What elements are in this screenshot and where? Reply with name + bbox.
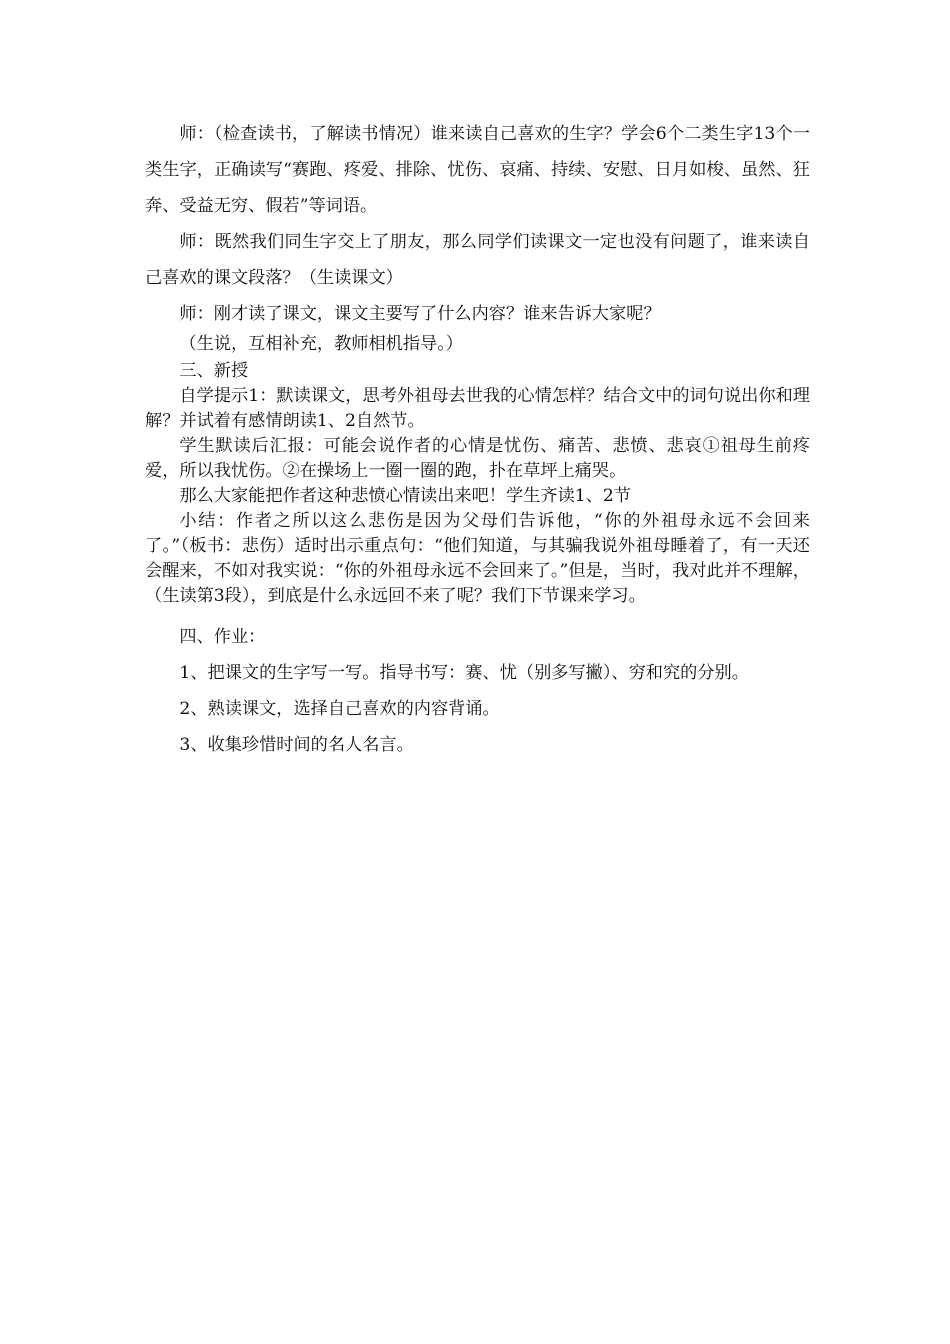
paragraph-student-report: 学生默读后汇报：可能会说作者的心情是忧伤、痛苦、悲愤、悲哀①祖母生前疼爱，所以我忧伤。②在操场上一圈一圈的跑，扑在草坪上痛哭。: [145, 436, 810, 481]
paragraph-students-discuss: （生说，互相补充，教师相机指导。）: [179, 334, 463, 354]
homework-item-1: 1、把课文的生字写一写。指导书写：赛、忧（别多写撇）、穷和究的分别。: [179, 663, 749, 683]
section-heading-homework: 四、作业：: [179, 627, 266, 647]
homework-item-2: 2、熟读课文，选择自己喜欢的内容背诵。: [179, 699, 500, 719]
paragraph-read-aloud: 那么大家能把作者这种悲愤心情读出来吧！学生齐读1、2节: [179, 486, 631, 506]
homework-item-3: 3、收集珍惜时间的名人名言。: [179, 735, 414, 755]
paragraph-main-content-question: 师：刚才读了课文，课文主要写了什么内容？谁来告诉大家呢？: [179, 304, 661, 324]
paragraph-summary: 小结：作者之所以这么悲伤是因为父母们告诉他，“你的外祖母永远不会回来了。”（板书：悲伤）适时出示重点句：“他们知道，与其骗我说外祖母睡着了，有一天还会醒来，不如对我实说：“你的外祖母永远不会回来了。”但是，当时，我对此并不理解，（生读第3段），到底是什么永远回不来了呢？我们下节课来学习。: [145, 511, 810, 606]
paragraph-read-text: 师：既然我们同生字交上了朋友，那么同学们读课文一定也没有问题了，谁来读自己喜欢的课文段落？（生读课文）: [145, 232, 810, 288]
paragraph-self-study-tip: 自学提示1：默读课文，思考外祖母去世我的心情怎样？结合文中的词句说出你和理解？并试着有感情朗读1、2自然节。: [145, 386, 810, 431]
paragraph-check-reading: 师：（检查读书，了解读书情况）谁来读自己喜欢的生字？学会6个二类生字13个一类生字，正确读写“赛跑、疼爱、排除、忧伤、哀痛、持续、安慰、日月如梭、虽然、狂奔、受益无穷、假若”等词语。: [145, 124, 810, 216]
document-body: [145, 116, 810, 763]
section-heading-new-lesson: 三、新授: [179, 361, 249, 381]
